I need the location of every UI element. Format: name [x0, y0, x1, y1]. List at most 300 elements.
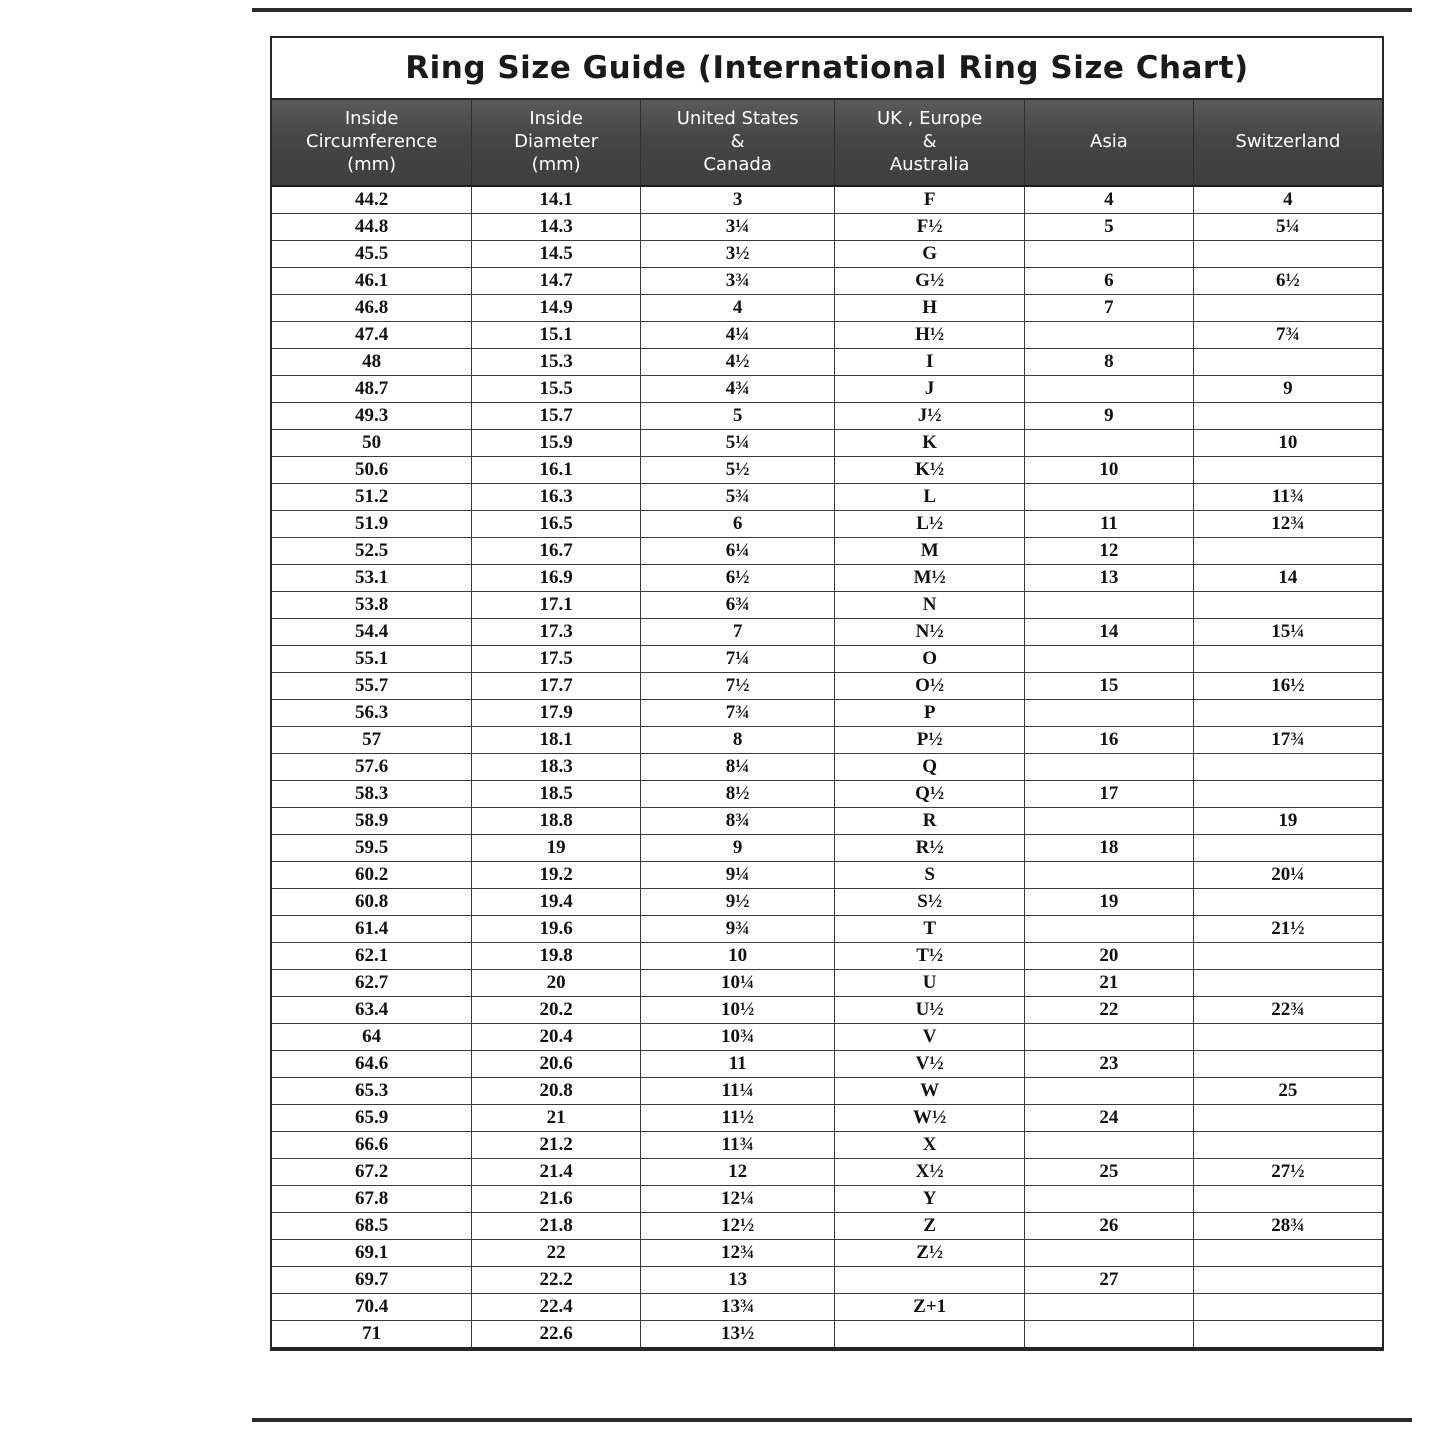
table-header	[272, 100, 1382, 186]
table-cell: 46.1	[272, 268, 472, 295]
table-row	[272, 835, 1382, 862]
table-cell: W	[835, 1078, 1025, 1105]
table-cell: U	[835, 970, 1025, 997]
table-cell: P	[835, 700, 1025, 727]
table-cell: 7½	[641, 673, 835, 700]
table-cell: 16.9	[472, 565, 641, 592]
table-cell	[1193, 1024, 1382, 1051]
table-cell: 28¾	[1193, 1213, 1382, 1240]
table-cell: 51.9	[272, 511, 472, 538]
table-row	[272, 1105, 1382, 1132]
table-cell: 6¾	[641, 592, 835, 619]
table-cell: 53.1	[272, 565, 472, 592]
table-cell	[1025, 754, 1194, 781]
ring-size-table	[272, 100, 1382, 1347]
table-cell: O	[835, 646, 1025, 673]
table-cell: 50.6	[272, 457, 472, 484]
table-cell: 15.1	[472, 322, 641, 349]
table-cell	[1193, 403, 1382, 430]
table-cell: 4	[1193, 186, 1382, 214]
table-cell	[835, 1321, 1025, 1348]
table-cell: 69.1	[272, 1240, 472, 1267]
table-cell: K	[835, 430, 1025, 457]
table-cell	[1193, 295, 1382, 322]
table-cell: 13¾	[641, 1294, 835, 1321]
table-cell: 22	[472, 1240, 641, 1267]
table-row	[272, 1213, 1382, 1240]
table-row	[272, 1024, 1382, 1051]
table-row	[272, 592, 1382, 619]
table-cell: 4¼	[641, 322, 835, 349]
table-cell: 6	[1025, 268, 1194, 295]
table-cell: 6	[641, 511, 835, 538]
table-cell: 14.7	[472, 268, 641, 295]
table-cell: 22.4	[472, 1294, 641, 1321]
table-cell: 22.6	[472, 1321, 641, 1348]
table-cell	[1193, 1051, 1382, 1078]
table-cell: V½	[835, 1051, 1025, 1078]
table-cell: 11½	[641, 1105, 835, 1132]
table-row	[272, 943, 1382, 970]
table-cell: 47.4	[272, 322, 472, 349]
table-cell	[1193, 349, 1382, 376]
table-cell: G½	[835, 268, 1025, 295]
table-cell: 14	[1025, 619, 1194, 646]
header-line: (mm)	[531, 154, 581, 176]
table-cell: 5	[1025, 214, 1194, 241]
table-cell: 15.9	[472, 430, 641, 457]
header-line: Canada	[703, 154, 772, 176]
table-cell: 27½	[1193, 1159, 1382, 1186]
table-cell: 3	[641, 186, 835, 214]
table-cell: 8½	[641, 781, 835, 808]
table-cell: 20.8	[472, 1078, 641, 1105]
table-cell: Z	[835, 1213, 1025, 1240]
table-row	[272, 727, 1382, 754]
table-cell: 9½	[641, 889, 835, 916]
table-cell	[1193, 754, 1382, 781]
table-cell: O½	[835, 673, 1025, 700]
table-cell: 4½	[641, 349, 835, 376]
table-cell	[1193, 1267, 1382, 1294]
table-cell: Z+1	[835, 1294, 1025, 1321]
table-cell: 17.3	[472, 619, 641, 646]
table-cell: 16	[1025, 727, 1194, 754]
column-header-uk-europe-australia	[835, 100, 1025, 186]
table-cell: 26	[1025, 1213, 1194, 1240]
table-cell	[1193, 1240, 1382, 1267]
table-cell	[1025, 700, 1194, 727]
table-cell: 7¾	[1193, 322, 1382, 349]
table-cell: 19.2	[472, 862, 641, 889]
table-cell: Z½	[835, 1240, 1025, 1267]
table-cell: W½	[835, 1105, 1025, 1132]
table-cell: U½	[835, 997, 1025, 1024]
table-cell	[1025, 1186, 1194, 1213]
table-cell: 9	[641, 835, 835, 862]
header-line: (mm)	[347, 154, 397, 176]
column-header-inside-circumference	[272, 100, 472, 186]
table-cell	[1193, 970, 1382, 997]
table-cell: 15¼	[1193, 619, 1382, 646]
table-cell: 45.5	[272, 241, 472, 268]
table-cell: 11¾	[1193, 484, 1382, 511]
table-row	[272, 484, 1382, 511]
table-cell: 7¾	[641, 700, 835, 727]
table-row	[272, 268, 1382, 295]
table-cell: 21	[1025, 970, 1194, 997]
column-header-asia	[1025, 100, 1194, 186]
table-cell: I	[835, 349, 1025, 376]
table-cell: 9¾	[641, 916, 835, 943]
table-cell: 4	[641, 295, 835, 322]
table-cell	[1025, 1078, 1194, 1105]
table-cell: 10¾	[641, 1024, 835, 1051]
table-body	[272, 186, 1382, 1347]
table-row	[272, 376, 1382, 403]
table-cell: 11¾	[641, 1132, 835, 1159]
table-cell: 14.3	[472, 214, 641, 241]
table-row	[272, 754, 1382, 781]
table-cell: 62.7	[272, 970, 472, 997]
table-cell: X	[835, 1132, 1025, 1159]
table-cell	[1025, 241, 1194, 268]
table-cell: 21.6	[472, 1186, 641, 1213]
table-cell: 3¾	[641, 268, 835, 295]
table-cell: N	[835, 592, 1025, 619]
table-cell	[1193, 1186, 1382, 1213]
table-cell: 52.5	[272, 538, 472, 565]
header-line: UK , Europe	[876, 108, 983, 129]
table-cell: 12	[641, 1159, 835, 1186]
table-cell: 10	[1025, 457, 1194, 484]
table-cell: 70.4	[272, 1294, 472, 1321]
table-cell: 7	[1025, 295, 1194, 322]
table-cell: 6½	[641, 565, 835, 592]
table-cell: 19	[1193, 808, 1382, 835]
page-edge-top	[252, 8, 1412, 12]
table-cell: 14.9	[472, 295, 641, 322]
table-cell: Q	[835, 754, 1025, 781]
table-cell: 51.2	[272, 484, 472, 511]
table-cell: 65.9	[272, 1105, 472, 1132]
table-row	[272, 241, 1382, 268]
table-cell: 5¾	[641, 484, 835, 511]
table-cell: 4	[1025, 186, 1194, 214]
table-cell: L½	[835, 511, 1025, 538]
table-cell: M½	[835, 565, 1025, 592]
table-row	[272, 214, 1382, 241]
table-cell: 25	[1025, 1159, 1194, 1186]
table-cell: 71	[272, 1321, 472, 1348]
table-cell: 16.1	[472, 457, 641, 484]
table-cell: 63.4	[272, 997, 472, 1024]
table-cell: 9¼	[641, 862, 835, 889]
table-cell	[1025, 1240, 1194, 1267]
table-row	[272, 538, 1382, 565]
table-cell: F	[835, 186, 1025, 214]
table-cell: 11	[641, 1051, 835, 1078]
table-row	[272, 700, 1382, 727]
table-cell	[1193, 889, 1382, 916]
page-title: Ring Size Guide (International Ring Size Chart)	[272, 38, 1382, 100]
table-cell: K½	[835, 457, 1025, 484]
table-cell: 6½	[1193, 268, 1382, 295]
table-cell: 55.7	[272, 673, 472, 700]
table-row	[272, 646, 1382, 673]
table-cell: 17.7	[472, 673, 641, 700]
table-cell: 5	[641, 403, 835, 430]
table-cell: 27	[1025, 1267, 1194, 1294]
table-row	[272, 970, 1382, 997]
table-cell: 69.7	[272, 1267, 472, 1294]
table-cell: 48.7	[272, 376, 472, 403]
table-cell: 10½	[641, 997, 835, 1024]
table-cell: 17.5	[472, 646, 641, 673]
header-line: &	[730, 131, 745, 153]
table-cell: 17	[1025, 781, 1194, 808]
table-cell: 22	[1025, 997, 1194, 1024]
table-cell: L	[835, 484, 1025, 511]
table-row	[272, 457, 1382, 484]
table-cell: 10	[641, 943, 835, 970]
table-cell	[1193, 241, 1382, 268]
column-header-switzerland	[1193, 100, 1382, 186]
table-cell: S½	[835, 889, 1025, 916]
header-line: &	[922, 131, 937, 153]
table-cell: 5½	[641, 457, 835, 484]
table-cell	[1025, 862, 1194, 889]
table-cell: 11	[1025, 511, 1194, 538]
table-cell: 23	[1025, 1051, 1194, 1078]
column-header-inside-diameter	[472, 100, 641, 186]
table-cell: 20.4	[472, 1024, 641, 1051]
table-cell: 48	[272, 349, 472, 376]
table-row	[272, 619, 1382, 646]
table-cell: 57.6	[272, 754, 472, 781]
table-cell: 49.3	[272, 403, 472, 430]
table-cell	[1193, 943, 1382, 970]
table-cell: 20	[1025, 943, 1194, 970]
table-cell: 12¼	[641, 1186, 835, 1213]
table-cell: 25	[1193, 1078, 1382, 1105]
table-cell	[1193, 781, 1382, 808]
table-cell: J	[835, 376, 1025, 403]
table-cell: 10	[1193, 430, 1382, 457]
table-cell: 9	[1193, 376, 1382, 403]
table-cell: 8¼	[641, 754, 835, 781]
table-cell	[1193, 1105, 1382, 1132]
table-row	[272, 1294, 1382, 1321]
table-cell: 5¼	[1193, 214, 1382, 241]
table-cell	[1025, 1321, 1194, 1348]
table-cell: 17.1	[472, 592, 641, 619]
table-row	[272, 862, 1382, 889]
header-line: Diameter	[514, 131, 599, 153]
table-row	[272, 1267, 1382, 1294]
table-cell: 14.5	[472, 241, 641, 268]
table-row	[272, 1132, 1382, 1159]
table-cell: 18.8	[472, 808, 641, 835]
table-cell: 19	[1025, 889, 1194, 916]
table-cell	[1025, 592, 1194, 619]
table-cell: 66.6	[272, 1132, 472, 1159]
table-cell	[1025, 1294, 1194, 1321]
table-row	[272, 808, 1382, 835]
table-cell: 15	[1025, 673, 1194, 700]
table-row	[272, 1051, 1382, 1078]
table-row	[272, 511, 1382, 538]
table-cell: 12½	[641, 1213, 835, 1240]
header-line: Circumference	[306, 131, 438, 153]
table-cell: 19.8	[472, 943, 641, 970]
table-cell: 5¼	[641, 430, 835, 457]
table-cell: V	[835, 1024, 1025, 1051]
table-cell: 58.3	[272, 781, 472, 808]
table-cell: 67.8	[272, 1186, 472, 1213]
table-row	[272, 1186, 1382, 1213]
table-cell: T	[835, 916, 1025, 943]
table-row	[272, 1078, 1382, 1105]
table-cell: 7	[641, 619, 835, 646]
table-cell: 17¾	[1193, 727, 1382, 754]
table-cell: 68.5	[272, 1213, 472, 1240]
table-cell: 13	[641, 1267, 835, 1294]
table-row	[272, 1240, 1382, 1267]
table-cell	[835, 1267, 1025, 1294]
table-cell	[1025, 322, 1194, 349]
table-cell: 18.5	[472, 781, 641, 808]
header-line: Inside	[529, 108, 583, 129]
table-row	[272, 295, 1382, 322]
table-cell: 18.3	[472, 754, 641, 781]
table-cell: 44.2	[272, 186, 472, 214]
table-cell: 12¾	[641, 1240, 835, 1267]
header-line: Australia	[889, 154, 970, 176]
table-cell: 8	[1025, 349, 1194, 376]
table-cell: 14	[1193, 565, 1382, 592]
table-cell: 9	[1025, 403, 1194, 430]
table-cell: H½	[835, 322, 1025, 349]
table-cell: H	[835, 295, 1025, 322]
table-row	[272, 565, 1382, 592]
table-cell	[1025, 1132, 1194, 1159]
table-cell: R½	[835, 835, 1025, 862]
table-bottom-rule	[272, 1347, 1382, 1349]
table-cell	[1025, 484, 1194, 511]
table-header-row	[272, 100, 1382, 186]
header-line: Switzerland	[1235, 131, 1341, 153]
table-cell	[1025, 376, 1194, 403]
table-cell: 17.9	[472, 700, 641, 727]
table-cell: 58.9	[272, 808, 472, 835]
table-cell: 18	[1025, 835, 1194, 862]
table-cell: 19.6	[472, 916, 641, 943]
table-cell: 62.1	[272, 943, 472, 970]
table-cell: P½	[835, 727, 1025, 754]
table-cell: 8¾	[641, 808, 835, 835]
table-row	[272, 1321, 1382, 1348]
table-cell: 18.1	[472, 727, 641, 754]
table-cell: 16.5	[472, 511, 641, 538]
table-row	[272, 322, 1382, 349]
table-cell: 56.3	[272, 700, 472, 727]
table-cell: T½	[835, 943, 1025, 970]
table-cell: 60.8	[272, 889, 472, 916]
table-cell	[1025, 808, 1194, 835]
header-line: Asia	[1090, 131, 1128, 153]
table-cell: 15.5	[472, 376, 641, 403]
table-cell	[1193, 646, 1382, 673]
table-cell: 21½	[1193, 916, 1382, 943]
table-cell	[1193, 700, 1382, 727]
table-cell	[1025, 646, 1194, 673]
column-header-us-canada	[641, 100, 835, 186]
table-cell	[1025, 1024, 1194, 1051]
table-cell	[1025, 430, 1194, 457]
table-cell: 16.3	[472, 484, 641, 511]
table-row	[272, 403, 1382, 430]
table-cell: 15.3	[472, 349, 641, 376]
table-row	[272, 673, 1382, 700]
table-cell: 7¼	[641, 646, 835, 673]
table-cell: 3¼	[641, 214, 835, 241]
table-cell: 11¼	[641, 1078, 835, 1105]
table-cell: 21.2	[472, 1132, 641, 1159]
table-cell: 20	[472, 970, 641, 997]
table-cell: 59.5	[272, 835, 472, 862]
table-cell: 16½	[1193, 673, 1382, 700]
table-cell: 4¾	[641, 376, 835, 403]
table-cell: 50	[272, 430, 472, 457]
table-cell: Y	[835, 1186, 1025, 1213]
table-cell	[1193, 538, 1382, 565]
table-row	[272, 349, 1382, 376]
table-cell: 12¾	[1193, 511, 1382, 538]
table-cell	[1193, 457, 1382, 484]
table-cell: 20¼	[1193, 862, 1382, 889]
table-cell: 3½	[641, 241, 835, 268]
table-cell: 64.6	[272, 1051, 472, 1078]
table-cell: 44.8	[272, 214, 472, 241]
table-cell: 14.1	[472, 186, 641, 214]
table-cell: 13	[1025, 565, 1194, 592]
table-cell: S	[835, 862, 1025, 889]
table-row	[272, 186, 1382, 214]
table-cell: X½	[835, 1159, 1025, 1186]
table-cell: J½	[835, 403, 1025, 430]
table-cell: 54.4	[272, 619, 472, 646]
table-cell: 46.8	[272, 295, 472, 322]
ring-size-chart	[270, 36, 1384, 1351]
table-cell: 16.7	[472, 538, 641, 565]
table-cell: 19	[472, 835, 641, 862]
table-cell: N½	[835, 619, 1025, 646]
table-cell: R	[835, 808, 1025, 835]
table-cell: M	[835, 538, 1025, 565]
table-cell: F½	[835, 214, 1025, 241]
table-cell	[1193, 835, 1382, 862]
table-cell: 65.3	[272, 1078, 472, 1105]
table-cell: 19.4	[472, 889, 641, 916]
table-cell: 12	[1025, 538, 1194, 565]
table-cell: 22.2	[472, 1267, 641, 1294]
table-cell: 22¾	[1193, 997, 1382, 1024]
table-cell: 21	[472, 1105, 641, 1132]
table-cell: 13½	[641, 1321, 835, 1348]
table-cell: 10¼	[641, 970, 835, 997]
table-cell: 15.7	[472, 403, 641, 430]
